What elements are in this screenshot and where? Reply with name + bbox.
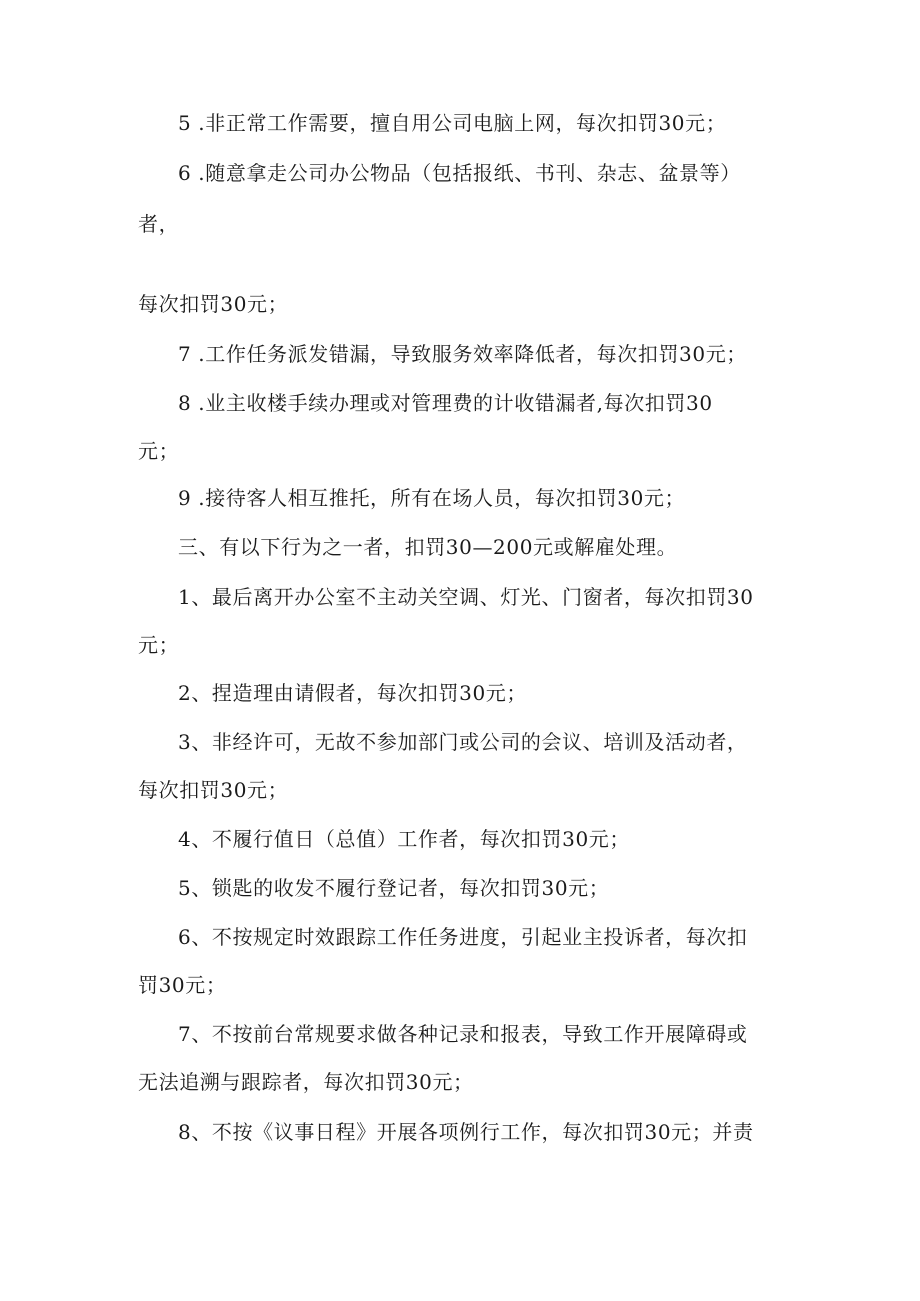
rule-item-6: 6 .随意拿走公司办公物品（包括报纸、书刊、杂志、盆景等） (178, 161, 741, 185)
section-three-item-4: 4、不履行值日（总值）工作者，每次扣罚30元； (178, 827, 630, 851)
rule-item-7: 7 .工作任务派发错漏，导致服务效率降低者，每次扣罚30元； (178, 342, 747, 366)
section-three-item-3-continuation: 每次扣罚30元； (138, 778, 289, 802)
rule-item-8: 8 .业主收楼手续办理或对管理费的计收错漏者,每次扣罚30 (178, 391, 713, 415)
section-three-item-8: 8、不按《议事日程》开展各项例行工作，每次扣罚30元；并责 (178, 1120, 754, 1144)
section-three-item-5: 5、锁匙的收发不履行登记者，每次扣罚30元； (178, 876, 610, 900)
rule-item-9: 9 .接待客人相互推托，所有在场人员，每次扣罚30元； (178, 486, 686, 510)
rule-item-6-continuation: 者， (138, 212, 180, 236)
section-three-item-7: 7、不按前台常规要求做各种记录和报表，导致工作开展障碍或 (178, 1022, 748, 1046)
section-three-item-7-continuation: 无法追溯与跟踪者，每次扣罚30元； (138, 1070, 474, 1094)
section-three-item-6: 6、不按规定时效跟踪工作任务进度，引起业主投诉者，每次扣 (178, 925, 748, 949)
rule-item-8-continuation: 元； (138, 439, 180, 463)
rule-item-6-penalty: 每次扣罚30元； (138, 292, 289, 316)
section-three-heading: 三、有以下行为之一者，扣罚30—200元或解雇处理。 (178, 535, 678, 559)
section-three-item-1: 1、最后离开办公室不主动关空调、灯光、门窗者，每次扣罚30 (178, 585, 754, 609)
rule-item-5: 5 .非正常工作需要，擅自用公司电脑上网，每次扣罚30元； (178, 111, 727, 135)
section-three-item-2: 2、捏造理由请假者，每次扣罚30元； (178, 681, 527, 705)
section-three-item-3: 3、非经许可，无故不参加部门或公司的会议、培训及活动者， (178, 730, 748, 754)
section-three-item-6-continuation: 罚30元； (138, 973, 227, 997)
section-three-item-1-continuation: 元； (138, 633, 180, 657)
